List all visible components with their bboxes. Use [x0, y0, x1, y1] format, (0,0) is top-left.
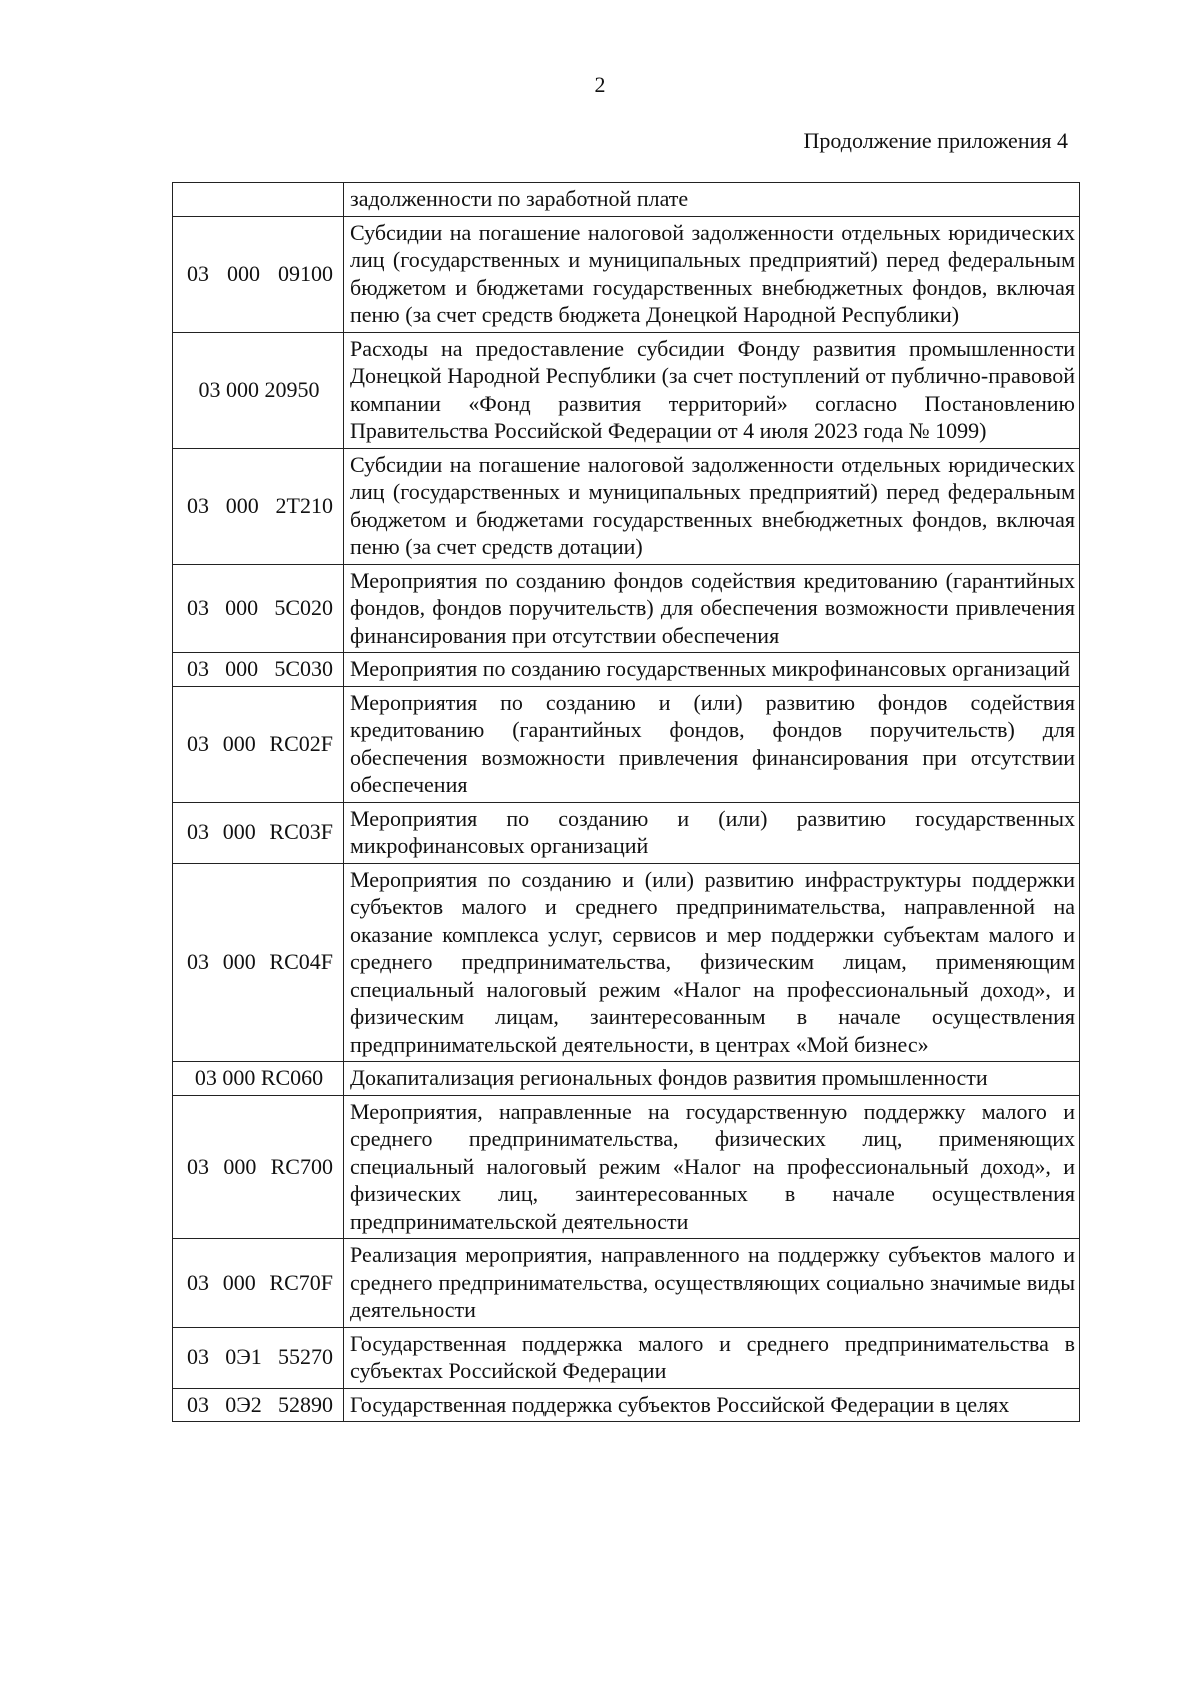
- code-segment: 000: [227, 260, 260, 286]
- code-cell: [173, 1062, 344, 1096]
- code-segment: 000: [222, 1269, 256, 1295]
- code-segment: 03: [187, 730, 209, 756]
- code-segment: 000: [222, 730, 256, 756]
- budget-code: [179, 655, 339, 683]
- code-segment: 03: [187, 1153, 209, 1179]
- code-segment: RC04F: [269, 949, 333, 974]
- table-row: [173, 1095, 1080, 1239]
- page-number: 2: [594, 72, 606, 97]
- code-segment: 000: [225, 656, 259, 681]
- description-cell: Расходы на предоставление субсидии Фонду развития промышленности Донецкой Народной Республики (за счет поступлений от публично-правовой компании «Фонд развития территорий» согласно Постановлению Правительства Российской Федерации от 4 июля 2023 года № 1099): [344, 332, 1080, 448]
- description-cell: Мероприятия по созданию и (или) развитию государственных микрофинансовых организаций: [344, 802, 1080, 863]
- description-cell: Докапитализация региональных фондов развития промышленности: [344, 1062, 1080, 1096]
- code-segment: 2Т210: [275, 492, 333, 518]
- table-row: [173, 183, 1080, 217]
- code-cell: [173, 183, 344, 217]
- budget-code: [179, 594, 339, 622]
- code-segment: 03: [187, 1391, 209, 1417]
- code-segment: 03: [187, 949, 209, 974]
- code-segment: RC700: [270, 1153, 333, 1179]
- continuation-label: Продолжение приложения 4: [803, 128, 1068, 153]
- description-cell: Мероприятия по созданию и (или) развитию инфраструктуры поддержки субъектов малого и среднего предпринимательства, направленной на оказание комплекса услуг, сервисов и мер поддержки субъектам малого и среднего предпринимательства, физическим лицам, применяющим специальный налоговый режим «Налог на профессиональный доход», и физическим лицам, заинтересованным в начале осуществления предпринимательской деятельности, в центрах «Мой бизнес»: [344, 863, 1080, 1062]
- code-segment: 03: [187, 1269, 209, 1295]
- code-cell: [173, 1327, 344, 1388]
- code-segment: 0Э1: [225, 1344, 262, 1370]
- description-cell: Реализация мероприятия, направленного на поддержку субъектов малого и среднего предпринимательства, осуществляющих социально значимые виды деятельности: [344, 1239, 1080, 1328]
- budget-codes-table: [172, 182, 1080, 1422]
- description-cell: Субсидии на погашение налоговой задолженности отдельных юридических лиц (государственных и муниципальных предприятий) перед федеральным бюджетом и бюджетами государственных внебюджетных фондов, включая пеню (за счет средств дотации): [344, 448, 1080, 564]
- code-segment: RC03F: [269, 819, 333, 845]
- code-cell: [173, 863, 344, 1062]
- code-segment: 000: [225, 595, 259, 620]
- code-cell: [173, 686, 344, 802]
- code-cell: [173, 802, 344, 863]
- code-segment: 03: [187, 1344, 209, 1370]
- budget-code: [179, 730, 339, 758]
- budget-code: 03 000 RC060: [194, 1065, 324, 1090]
- code-cell: [173, 448, 344, 564]
- description-cell: Субсидии на погашение налоговой задолженности отдельных юридических лиц (государственных и муниципальных предприятий) перед федеральным бюджетом и бюджетами государственных внебюджетных фондов, включая пеню (за счет средств бюджета Донецкой Народной Республики): [344, 216, 1080, 332]
- description-cell: Мероприятия по созданию государственных микрофинансовых организаций: [344, 653, 1080, 687]
- code-cell: [173, 1239, 344, 1328]
- code-segment: 52890: [278, 1391, 333, 1417]
- budget-code: [179, 1153, 339, 1181]
- budget-code: [179, 1269, 339, 1297]
- table-row: [173, 1388, 1080, 1422]
- code-cell: [173, 1095, 344, 1239]
- code-segment: 000: [225, 492, 259, 518]
- code-segment: 000: [222, 949, 256, 974]
- table-row: [173, 1239, 1080, 1328]
- table-row: [173, 686, 1080, 802]
- table-row: [173, 1062, 1080, 1096]
- table-row: [173, 216, 1080, 332]
- code-segment: 03: [187, 492, 209, 518]
- code-segment: 09100: [278, 260, 333, 286]
- code-cell: [173, 216, 344, 332]
- code-segment: 000: [223, 1153, 257, 1179]
- code-segment: 5С020: [274, 595, 333, 620]
- code-segment: 55270: [278, 1344, 333, 1370]
- budget-code: [179, 818, 339, 846]
- description-cell: Государственная поддержка субъектов Российской Федерации в целях: [344, 1388, 1080, 1422]
- description-cell: задолженности по заработной плате: [344, 183, 1080, 217]
- code-segment: 5С030: [274, 656, 333, 681]
- table-row: [173, 448, 1080, 564]
- description-cell: Мероприятия по созданию фондов содействия кредитованию (гарантийных фондов, фондов поручительств) для обеспечения возможности привлечения финансирования при отсутствии обеспечения: [344, 564, 1080, 653]
- code-segment: RC70F: [269, 1269, 333, 1295]
- budget-code: 03 000 20950: [198, 376, 320, 402]
- code-cell: [173, 1388, 344, 1422]
- budget-code: [179, 492, 339, 520]
- description-cell: Мероприятия по созданию и (или) развитию фондов содействия кредитованию (гарантийных фондов, фондов поручительств) для обеспечения возможности привлечения финансирования при отсутствии обеспечения: [344, 686, 1080, 802]
- description-cell: Государственная поддержка малого и среднего предпринимательства в субъектах Российской Федерации: [344, 1327, 1080, 1388]
- code-cell: [173, 564, 344, 653]
- budget-code: [179, 260, 339, 288]
- budget-code: [179, 1343, 339, 1371]
- code-segment: 03: [187, 260, 209, 286]
- table-row: [173, 802, 1080, 863]
- code-segment: 0Э2: [225, 1391, 262, 1417]
- table-row: [173, 863, 1080, 1062]
- table-row: [173, 564, 1080, 653]
- code-segment: 03: [187, 819, 209, 845]
- code-segment: 03: [187, 656, 209, 681]
- budget-code: [179, 948, 339, 976]
- table-body: [173, 183, 1080, 1422]
- description-cell: Мероприятия, направленные на государственную поддержку малого и среднего предпринимательства, физических лиц, применяющих специальный налоговый режим «Налог на профессиональный доход», и физических лиц, заинтересованных в начале осуществления предпринимательской деятельности: [344, 1095, 1080, 1239]
- table-row: [173, 332, 1080, 448]
- code-cell: [173, 332, 344, 448]
- code-segment: 000: [222, 819, 256, 845]
- code-cell: [173, 653, 344, 687]
- code-segment: 03: [187, 595, 209, 620]
- table-row: [173, 1327, 1080, 1388]
- table-row: [173, 653, 1080, 687]
- code-segment: RC02F: [269, 730, 333, 756]
- budget-code: [179, 1391, 339, 1419]
